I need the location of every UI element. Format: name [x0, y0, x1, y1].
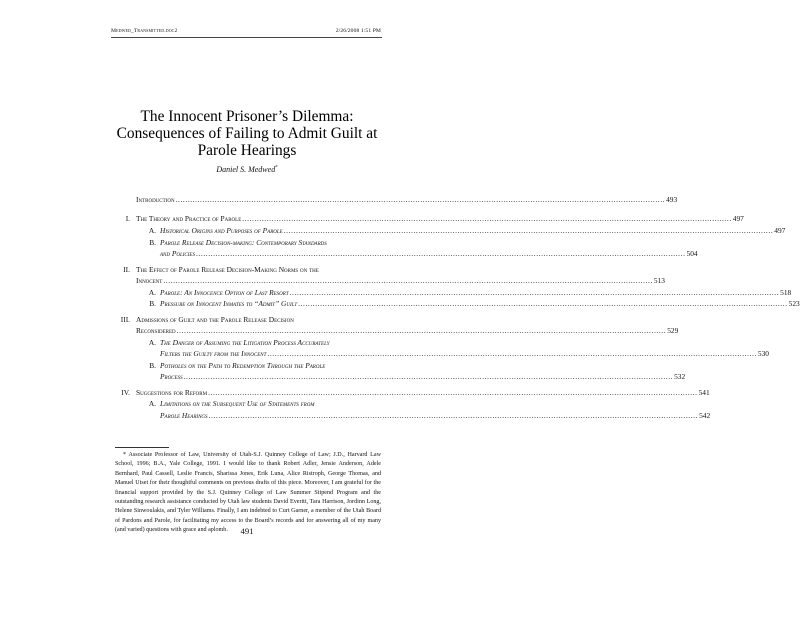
toc-entry-title: Potholes on the Path to Redemption Through the Parole — [160, 361, 326, 370]
toc-leader-dots: ........................................................................................................................................................................................................ — [283, 226, 774, 235]
toc-entry — [136, 276, 665, 286]
toc-entry — [149, 299, 800, 309]
toc-entry-title: Introduction — [136, 195, 175, 204]
toc-entry-title: Reconsidered — [136, 326, 176, 335]
toc-entry-title: Parole Hearings — [160, 411, 208, 420]
toc-entry — [160, 411, 711, 421]
toc-entry — [160, 372, 686, 382]
toc-leader-dots: ........................................................................................................................................................................................................ — [242, 214, 732, 223]
toc-leader-dots: ........................................................................................................................................................................................................ — [163, 276, 653, 285]
toc-entry-number: III. — [120, 315, 130, 324]
toc-entry-page: 513 — [653, 276, 665, 285]
toc-entry-title: Historical Origins and Purposes of Parole — [160, 226, 283, 235]
toc-entry-title: Admissions of Guilt and the Parole Release Decision — [136, 315, 294, 324]
toc-leader-dots: ........................................................................................................................................................................................................ — [267, 349, 757, 358]
toc-entry-page: 529 — [667, 326, 679, 335]
toc-entry-number: A. — [148, 288, 156, 297]
toc-entry — [121, 388, 710, 398]
author-footnote: * Associate Professor of Law, University of Utah-S.J. Quinney College of Law; J.D., Harvard Law School, 1996; B.A., Yale College, 1991. I would like to thank Robert Adler, Jensie Anderson, Adele Bernhard, Paul Cassell, Leslie Francis, Sharissa Jones, Erik Luna, Alice Ristroph, George Thomas, and Manuel Utset for their thoughtful comments on previous drafts of this piece. Moreover, I am grateful for the financial support provided by the S.J. Quinney College of Law Summer Stipend Program and the outstanding research assistance conducted by Utah law students David Everitt, Tara Harrison, Jordinn Long, Helene Sinwoulakis, and Tyler Williams. Finally, I am indebted to Curt Garner, a member of the Utah Board of Pardons and Parole, for facilitating my access to the Board’s records and for answering all of my many (and varied) questions with grace and aplomb. — [115, 452, 381, 534]
toc-entry-page: 532 — [674, 372, 686, 381]
toc-entry — [123, 265, 379, 275]
toc-leader-dots: ........................................................................................................................................................................................................ — [208, 411, 699, 420]
toc-entry-number: B. — [149, 299, 156, 308]
toc-entry — [149, 361, 379, 371]
toc-entry-page: 497 — [732, 214, 744, 223]
toc-entry-page: 523 — [788, 299, 800, 308]
toc-leader-dots: ........................................................................................................................................................................................................ — [175, 195, 666, 204]
toc-entry-title: Pressure on Innocent Inmates to “Admit” Guilt — [160, 299, 298, 308]
toc-entry-page: 493 — [666, 195, 678, 204]
toc-entry-title: The Effect of Parole Release Decision-Making Norms on the — [136, 265, 319, 274]
toc-entry-title: Parole: An Innocence Option of Last Resort — [160, 288, 289, 297]
toc-entry-number: IV. — [121, 388, 130, 397]
toc-entry-number: A. — [148, 338, 156, 347]
toc-entry-title: and Policies — [160, 249, 195, 258]
article-title-line-2: Consequences of Failing to Admit Guilt at — [116, 125, 378, 142]
running-header-left: Medwed_Transmitted.doc2 — [111, 28, 178, 34]
toc-leader-dots: ........................................................................................................................................................................................................ — [208, 388, 698, 397]
toc-entry-title: Limitations on the Subsequent Use of Statements from — [160, 399, 315, 408]
toc-entry — [160, 349, 769, 359]
header-rule — [111, 37, 382, 38]
toc-entry — [136, 326, 679, 336]
toc-leader-dots: ........................................................................................................................................................................................................ — [183, 372, 674, 381]
toc-entry-number: II. — [123, 265, 130, 274]
article-title-line-1: The Innocent Prisoner’s Dilemma: — [140, 108, 354, 125]
toc-entry-number: B. — [149, 361, 156, 370]
running-header-right: 2/26/2008 1:51 PM — [335, 28, 381, 34]
toc-entry — [148, 338, 379, 348]
toc-entry — [149, 238, 379, 248]
author-name: Daniel S. Medwed — [216, 165, 276, 174]
toc-leader-dots: ........................................................................................................................................................................................................ — [195, 249, 686, 258]
toc-entry-page: 518 — [780, 288, 792, 297]
page-number: 491 — [240, 526, 254, 536]
toc-entry — [120, 315, 379, 325]
toc-entry-page: 530 — [757, 349, 769, 358]
toc-entry — [148, 399, 379, 409]
toc-entry-number: A. — [148, 399, 156, 408]
toc-leader-dots: ........................................................................................................................................................................................................ — [298, 299, 788, 308]
toc-entry-title: Process — [160, 372, 183, 381]
author-footnote-mark: * — [275, 165, 278, 171]
toc-entry-page: 541 — [698, 388, 710, 397]
toc-entry — [125, 214, 744, 224]
toc-entry — [136, 195, 678, 205]
article-title-line-3: Parole Hearings — [197, 142, 297, 159]
toc-entry — [148, 226, 786, 236]
toc-entry-title: Suggestions for Reform — [136, 388, 208, 397]
toc-entry-title: Filters the Guilty from the Innocent — [160, 349, 267, 358]
toc-entry-page: 542 — [699, 411, 711, 420]
toc-leader-dots: ........................................................................................................................................................................................................ — [289, 288, 780, 297]
toc-entry-title: Innocent — [136, 276, 163, 285]
toc-entry-page: 504 — [686, 249, 698, 258]
toc-entry-number: A. — [148, 226, 156, 235]
toc-leader-dots: ........................................................................................................................................................................................................ — [176, 326, 667, 335]
toc-entry-title: The Danger of Assuming the Litigation Process Accurately — [160, 338, 330, 347]
toc-entry-number: B. — [149, 238, 156, 247]
toc-entry-page: 497 — [774, 226, 786, 235]
author-line — [0, 165, 494, 174]
toc-entry-number: I. — [125, 214, 130, 223]
toc-entry-title: The Theory and Practice of Parole — [136, 214, 242, 223]
footnote-rule — [115, 447, 169, 448]
toc-entry-title: Parole Release Decision-making: Contemporary Standards — [160, 238, 327, 247]
toc-entry — [148, 288, 792, 298]
toc-entry — [160, 249, 698, 259]
